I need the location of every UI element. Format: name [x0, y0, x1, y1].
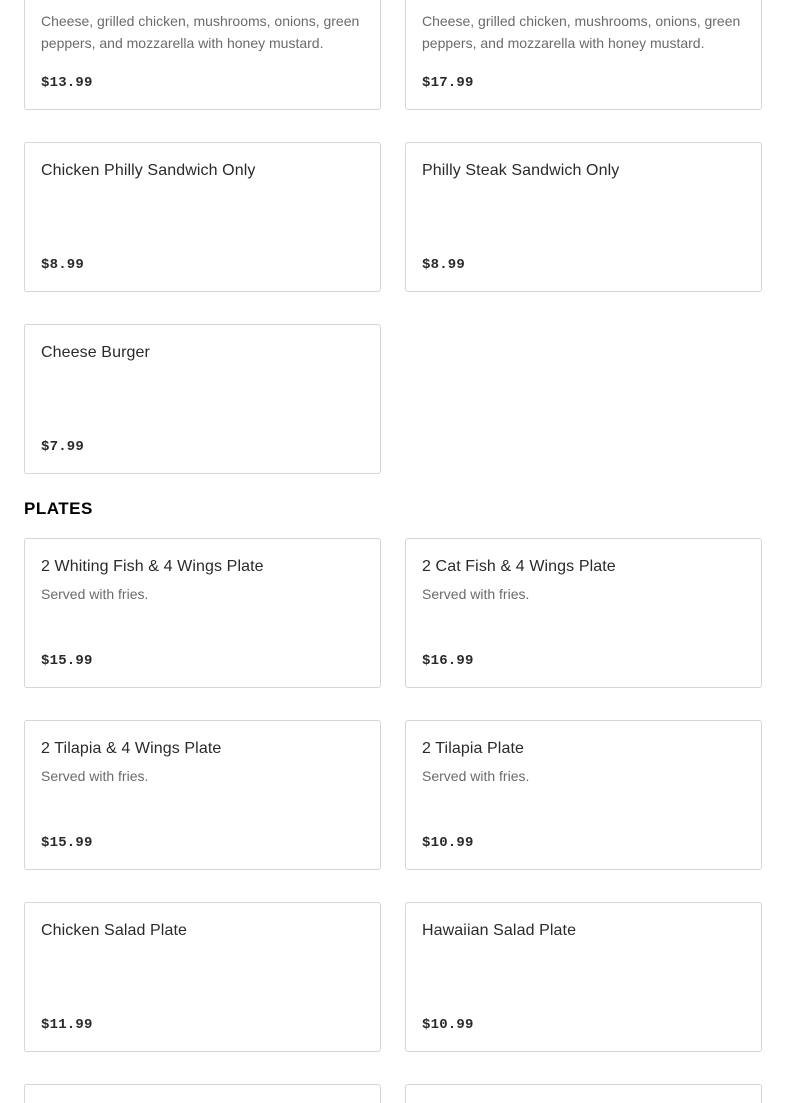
item-price: $15.99 — [41, 835, 93, 851]
item-name: 2 Cat Fish & 4 Wings Plate — [422, 558, 616, 575]
menu-item-card[interactable] — [405, 902, 762, 1052]
section-title-plates: PLATES — [24, 499, 93, 518]
menu-item-card[interactable] — [24, 324, 381, 474]
item-price: $16.99 — [422, 653, 474, 669]
item-price: $8.99 — [422, 257, 466, 273]
item-description: Served with fries. — [422, 586, 530, 602]
item-price: $10.99 — [422, 1017, 474, 1033]
item-name: Cheese Burger — [41, 344, 150, 361]
menu-item-card[interactable] — [405, 538, 762, 688]
item-name: 2 Whiting Fish & 4 Wings Plate — [41, 558, 264, 575]
item-price: $10.99 — [422, 835, 474, 851]
item-name: 2 Tilapia & 4 Wings Plate — [41, 740, 222, 757]
item-price: $13.99 — [41, 75, 93, 91]
item-description: Cheese, grilled chicken, mushrooms, onions, green peppers, and mozzarella with honey mustard. — [41, 13, 360, 51]
menu-item-card[interactable] — [405, 1084, 762, 1103]
item-description: Cheese, grilled chicken, mushrooms, onions, green peppers, and mozzarella with honey mustard. — [422, 13, 741, 51]
item-name: Hawaiian Salad Plate — [422, 922, 577, 939]
menu-item-card[interactable] — [24, 538, 381, 688]
item-name: Chicken Philly Sandwich Only — [41, 162, 256, 179]
menu-item-card[interactable] — [24, 0, 381, 110]
item-price: $15.99 — [41, 653, 93, 669]
item-price: $7.99 — [41, 439, 85, 455]
item-description: Served with fries. — [422, 768, 530, 784]
item-price: $11.99 — [41, 1017, 93, 1033]
item-price: $17.99 — [422, 75, 474, 91]
item-name: 2 Tilapia Plate — [422, 740, 525, 757]
item-description: Served with fries. — [41, 586, 149, 602]
menu-item-card[interactable] — [24, 720, 381, 870]
menu-item-card[interactable] — [405, 0, 762, 110]
menu-item-card[interactable] — [24, 142, 381, 292]
item-description: Served with fries. — [41, 768, 149, 784]
item-price: $8.99 — [41, 257, 85, 273]
menu-item-card[interactable] — [405, 720, 762, 870]
menu-item-card[interactable] — [405, 142, 762, 292]
item-name: Philly Steak Sandwich Only — [422, 162, 620, 179]
item-name: Chicken Salad Plate — [41, 922, 187, 939]
menu-item-card[interactable] — [24, 902, 381, 1052]
menu-item-card[interactable] — [24, 1084, 381, 1103]
